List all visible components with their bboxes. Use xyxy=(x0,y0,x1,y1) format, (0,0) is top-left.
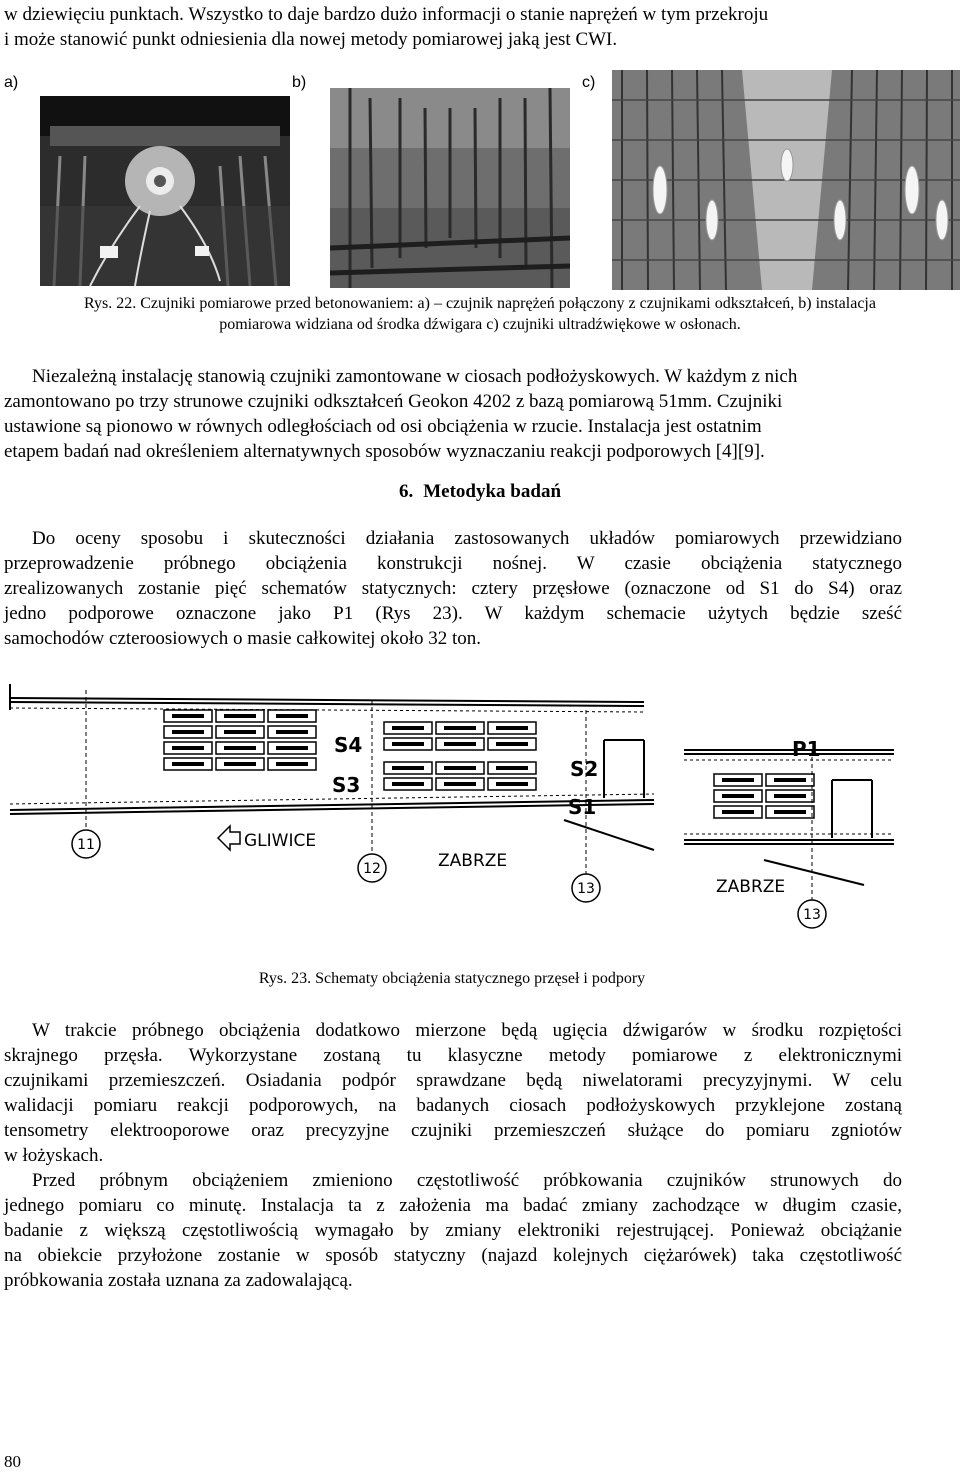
axis-label-12: 12 xyxy=(363,861,381,877)
sensor-photo-a xyxy=(40,96,290,286)
paragraph-deflection xyxy=(4,1018,902,1168)
caption-line: pomiarowa widziana od środka dźwigara c) czujniki ultradźwiękowe w osłonach. xyxy=(219,316,741,333)
axis-label-13-right: 13 xyxy=(803,907,821,923)
paragraph-sampling xyxy=(4,1168,902,1293)
text-line: ustawione są pionowo w równych odległościach od osi obciążenia w rzucie. Instalacja jest ostatnim xyxy=(4,416,762,437)
text-line: w łożyskach. xyxy=(4,1145,104,1166)
section-title: Metodyka badań xyxy=(423,481,562,502)
axis-label-11: 11 xyxy=(77,837,95,853)
figure-label-c: c) xyxy=(582,74,596,91)
text-line: Do oceny sposobu i skuteczności działania zastosowanych układów pomiarowych przewidziano xyxy=(32,528,902,549)
text-line: jednego pomiaru co minutę. Instalacja ta z założenia ma badać zmiany zachodzące w długim czasie, xyxy=(4,1195,902,1216)
figure-23-caption: Rys. 23. Schematy obciążenia statycznego przęseł i podpory xyxy=(258,970,646,987)
direction-label-zabrze-right: ZABRZE xyxy=(716,877,786,897)
text-line: przeprowadzenie próbnego obciążenia konstrukcji nośnej. W czasie obciążenia statycznego xyxy=(4,553,902,574)
text-line: Niezależną instalację stanowią czujniki zamontowane w ciosach podłożyskowych. W każdym z nich xyxy=(32,366,798,387)
page-number: 80 xyxy=(4,1452,21,1471)
text-line: skrajnego przęsła. Wykorzystane zostaną tu klasyczne metody pomiarowe z elektronicznymi xyxy=(4,1045,902,1066)
paragraph-methodology xyxy=(4,526,902,651)
figure-label-a: a) xyxy=(4,74,19,91)
arrow-left-icon xyxy=(218,826,240,850)
direction-label-zabrze: ZABRZE xyxy=(438,851,508,871)
text-line xyxy=(4,27,902,52)
text-line: samochodów czteroosiowych o masie całkowitej około 32 ton. xyxy=(4,628,482,649)
text-line: zamontowano po trzy strunowe czujniki odkształceń Geokon 4202 z bazą pomiarową 51mm. Czujniki xyxy=(4,391,783,412)
intro-paragraph xyxy=(4,2,902,52)
text-line: na obiekcie przyłożone zostanie w sposób statyczny (najazd kolejnych ciężarówek) taka częstotliwość xyxy=(4,1245,902,1266)
sensor-photo-b xyxy=(330,88,570,288)
scheme-label-s3: S3 xyxy=(332,773,361,797)
sensor-photo-c xyxy=(612,70,960,290)
text-line-content: i może stanowić punkt odniesienia dla nowej metody pomiarowej jaką jest CWI. xyxy=(4,29,618,50)
text-line: zrealizowanych zostanie pięć schematów statycznych: cztery przęsłowe (oznaczone od S1 do S4) oraz xyxy=(4,578,902,599)
paragraph-sensors xyxy=(4,364,902,464)
caption-line: Rys. 22. Czujniki pomiarowe przed betonowaniem: a) – czujnik naprężeń połączony z czujnikami odkształceń, b) instalacja xyxy=(84,295,876,312)
text-line: Przed próbnym obciążeniem zmieniono częstotliwość próbkowania czujników strunowych do xyxy=(32,1170,902,1191)
direction-label-gliwice: GLIWICE xyxy=(244,831,317,851)
figure-label-b: b) xyxy=(292,74,307,91)
text-line: W trakcie próbnego obciążenia dodatkowo mierzone będą ugięcia dźwigarów w środku rozpiętości xyxy=(32,1020,902,1041)
load-scheme-drawing xyxy=(4,680,904,950)
section-heading xyxy=(0,481,960,503)
text-line: jedno podporowe oznaczone jako P1 (Rys 23). W każdym schemacie użytych będzie sześć xyxy=(4,603,902,624)
text-line: w dziewięciu punktach. Wszystko to daje bardzo dużo informacji o stanie naprężeń w tym przekroju xyxy=(4,4,769,25)
figure-22-caption xyxy=(0,293,960,335)
text-line: etapem badań nad określeniem alternatywnych sposobów wyznaczaniu reakcji podporowych [4][9]. xyxy=(4,441,765,462)
scheme-label-s1: S1 xyxy=(568,795,597,819)
text-line: tensometry elektrooporowe oraz precyzyjne czujniki przemieszczeń służące do pomiaru zgniotów xyxy=(4,1120,902,1141)
section-number: 6. xyxy=(398,481,414,502)
scheme-label-p1: P1 xyxy=(792,737,821,761)
axis-label-13: 13 xyxy=(577,881,595,897)
text-line: walidacji pomiaru reakcji podporowych, na badanych ciosach podłożyskowych przyklejone zostaną xyxy=(4,1095,902,1116)
text-line: próbkowania została uznana za zadowalającą. xyxy=(4,1270,353,1291)
scheme-label-s2: S2 xyxy=(570,757,599,781)
scheme-label-s4: S4 xyxy=(334,733,363,757)
text-line: czujnikami przemieszczeń. Osiadania podpór sprawdzane będą niwelatorami precyzyjnymi. W celu xyxy=(4,1070,902,1091)
text-line: badanie z większą częstotliwością wymagało by zmiany elektroniki rejestrującej. Ponieważ obciążanie xyxy=(4,1220,902,1241)
